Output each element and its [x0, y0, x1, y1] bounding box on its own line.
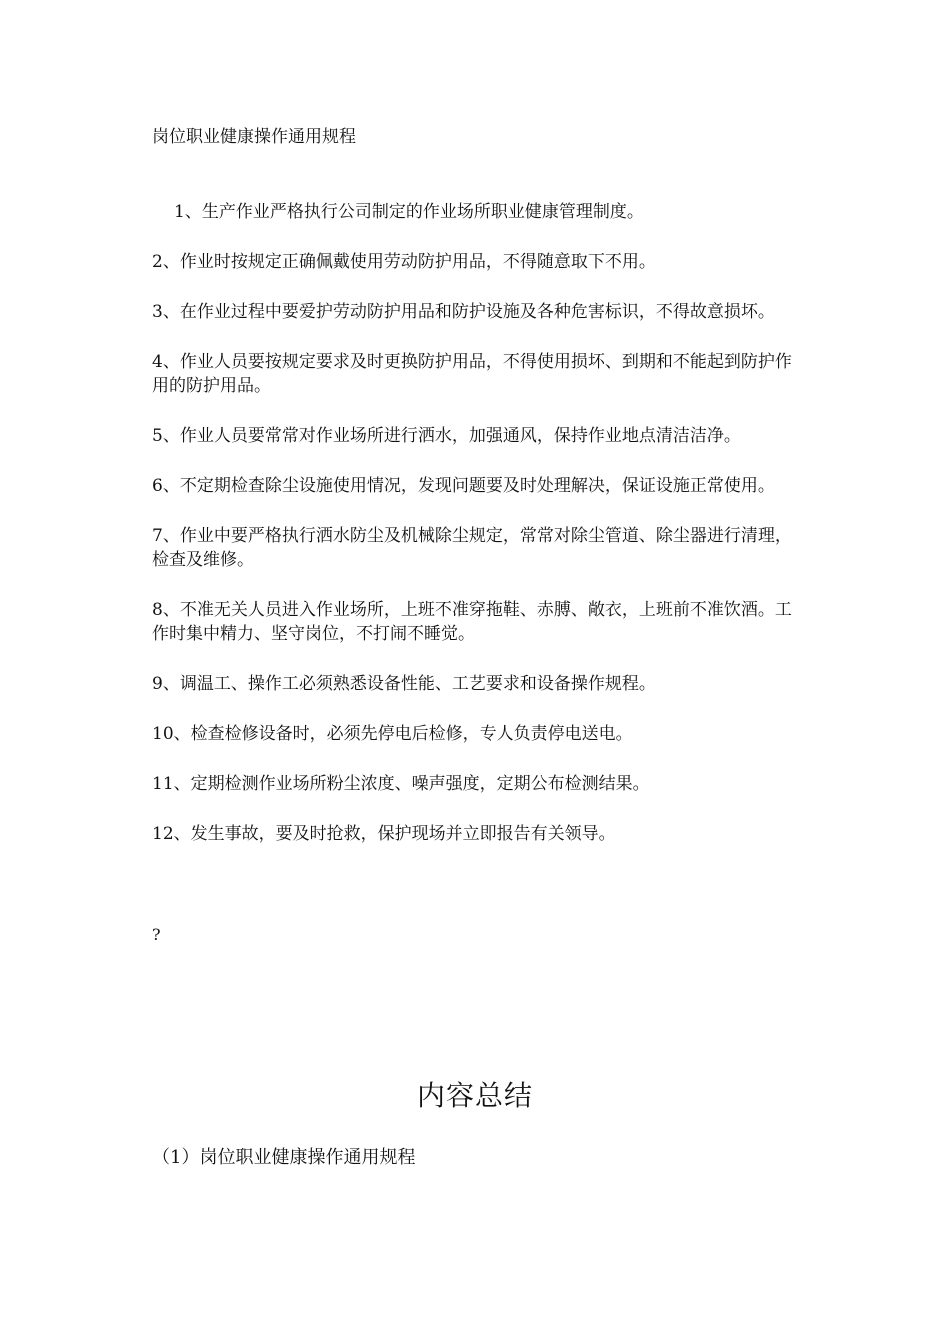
rule-item: 11、定期检测作业场所粉尘浓度、噪声强度，定期公布检测结果。 [152, 774, 650, 794]
rule-item: 6、不定期检查除尘设施使用情况，发现问题要及时处理解决，保证设施正常使用。 [152, 476, 775, 496]
rule-item: 8、不准无关人员进入作业场所，上班不准穿拖鞋、赤膊、敞衣，上班前不准饮酒。工作时集中精力、坚守岗位，不打闹不睡觉。 [152, 600, 792, 644]
document-title: 岗位职业健康操作通用规程 [152, 127, 356, 147]
rule-item: 1、生产作业严格执行公司制定的作业场所职业健康管理制度。 [174, 202, 644, 222]
summary-heading: 内容总结 [416, 1079, 533, 1112]
rule-item: 7、作业中要严格执行洒水防尘及机械除尘规定，常常对除尘管道、除尘器进行清理，检查及维修。 [152, 526, 792, 570]
rule-item: 9、调温工、操作工必须熟悉设备性能、工艺要求和设备操作规程。 [152, 674, 656, 694]
rule-item: 4、作业人员要按规定要求及时更换防护用品，不得使用损坏、到期和不能起到防护作用的防护用品。 [152, 352, 792, 396]
rule-item: 3、在作业过程中要爱护劳动防护用品和防护设施及各种危害标识，不得故意损坏。 [152, 302, 775, 322]
stray-question-mark: ? [152, 925, 161, 944]
summary-item: （1）岗位职业健康操作通用规程 [152, 1147, 416, 1168]
rule-item: 10、检查检修设备时，必须先停电后检修，专人负责停电送电。 [152, 724, 633, 744]
rule-item: 2、作业时按规定正确佩戴使用劳动防护用品，不得随意取下不用。 [152, 252, 656, 272]
rules-list [152, 200, 796, 846]
rule-item: 12、发生事故，要及时抢救，保护现场并立即报告有关领导。 [152, 824, 616, 844]
rule-item: 5、作业人员要常常对作业场所进行洒水，加强通风，保持作业地点清洁洁净。 [152, 426, 741, 446]
